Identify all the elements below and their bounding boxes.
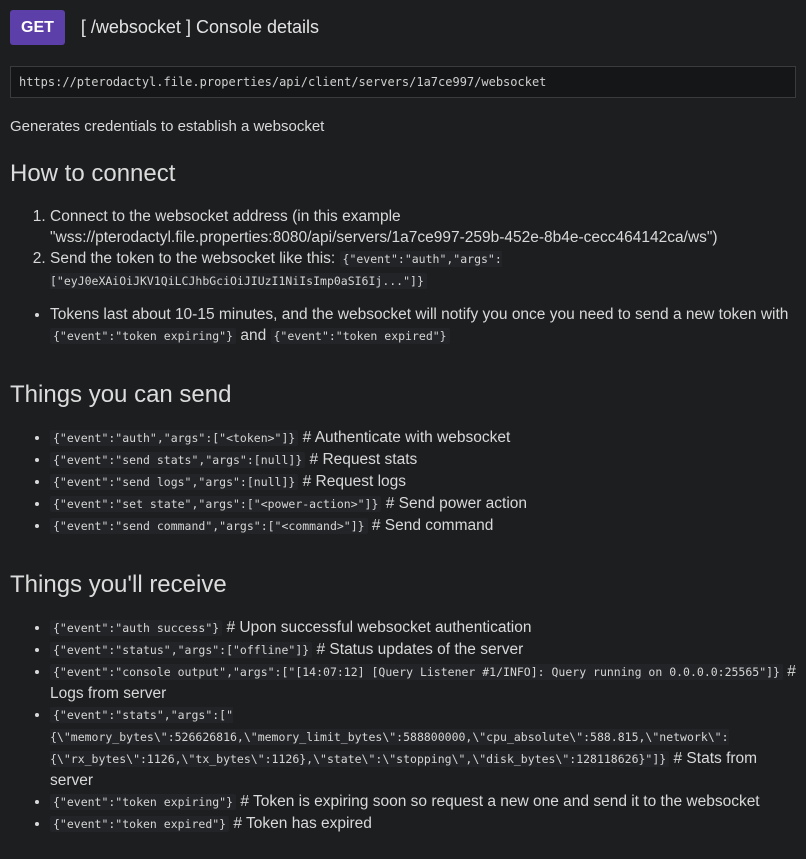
event-code: {"event":"stats","args":["{\"memory_bytes\":526626816,\"memory_limit_bytes\":588800000,\"cpu_absolute\":588.815,\"network\":{\"rx_bytes\":1126,\"tx_bytes\":1126},\"state\":\"stopping\",\"disk_bytes\":128118626}"]} (50, 708, 729, 766)
list-item (50, 493, 796, 515)
event-code: {"event":"console output","args":["[14:07:12] [Query Listener #1/INFO]: Query running on 0.0.0.0:25565"]} (50, 664, 783, 680)
auth-example-code: {"event":"auth","args":["eyJ0eXAiOiJKV1QiLCJhbGciOiJIUzI1NiIsImp0aSI6Ij..."]} (50, 252, 502, 288)
event-code: {"event":"token expired"} (50, 816, 229, 832)
event-code: {"event":"send logs","args":[null]} (50, 474, 298, 490)
things-you-will-receive-heading: Things you'll receive (10, 571, 227, 598)
list-item (50, 661, 796, 704)
event-code: {"event":"set state","args":["<power-action>"]} (50, 496, 381, 512)
http-method-badge: GET (10, 10, 65, 45)
event-code: {"event":"auth success"} (50, 620, 222, 636)
page-header (10, 0, 796, 54)
event-code: {"event":"send stats","args":[null]} (50, 452, 305, 468)
connect-step-2-text: Send the token to the websocket like this: (50, 250, 340, 267)
event-description: # Send power action (381, 495, 528, 512)
event-description: # Stats from server (50, 750, 758, 789)
event-description: # Authenticate with websocket (298, 429, 511, 446)
token-expiring-code: {"event":"token expiring"} (50, 328, 236, 344)
list-item (50, 427, 796, 449)
connect-step-1 (50, 206, 796, 248)
token-note (50, 304, 796, 347)
event-description: # Token has expired (229, 815, 372, 832)
event-description: # Status updates of the server (312, 641, 524, 658)
event-description: # Request logs (298, 473, 407, 490)
list-item (50, 471, 796, 493)
connect-step-2 (50, 248, 796, 292)
receive-events-list (10, 617, 796, 835)
token-note-text: Tokens last about 10-15 minutes, and the websocket will notify you once you need to send a new token with (50, 306, 789, 323)
event-description: # Request stats (305, 451, 418, 468)
connect-step-1-text: Connect to the websocket address (in this example "wss://pterodactyl.file.properties:8080/api/servers/1a7ce997-259b-452e-8b4e-cecc464142ca/ws") (50, 208, 718, 246)
event-description: # Logs from server (50, 663, 796, 702)
endpoint-url[interactable]: https://pterodactyl.file.properties/api/client/servers/1a7ce997/websocket (10, 66, 796, 98)
event-code: {"event":"token expiring"} (50, 794, 236, 810)
list-item (50, 639, 796, 661)
list-item (50, 791, 796, 813)
list-item (50, 449, 796, 471)
list-item (50, 617, 796, 639)
how-to-connect-heading: How to connect (10, 160, 176, 187)
token-notes-list (10, 304, 796, 347)
token-expired-code: {"event":"token expired"} (271, 328, 450, 344)
event-description: # Token is expiring soon so request a new one and send it to the websocket (236, 793, 760, 810)
connect-steps-list (10, 206, 796, 292)
things-you-can-send-heading: Things you can send (10, 381, 232, 408)
event-description: # Upon successful websocket authentication (222, 619, 532, 636)
send-events-list (10, 427, 796, 537)
list-item (50, 704, 796, 791)
list-item (50, 813, 796, 835)
token-note-and: and (236, 327, 271, 344)
endpoint-description: Generates credentials to establish a websocket (10, 118, 325, 135)
event-description: # Send command (367, 517, 494, 534)
event-code: {"event":"status","args":["offline"]} (50, 642, 312, 658)
event-code: {"event":"send command","args":["<command>"]} (50, 518, 368, 534)
list-item (50, 515, 796, 537)
page-title: [ /websocket ] Console details (80, 16, 320, 37)
event-code: {"event":"auth","args":["<token>"]} (50, 430, 298, 446)
